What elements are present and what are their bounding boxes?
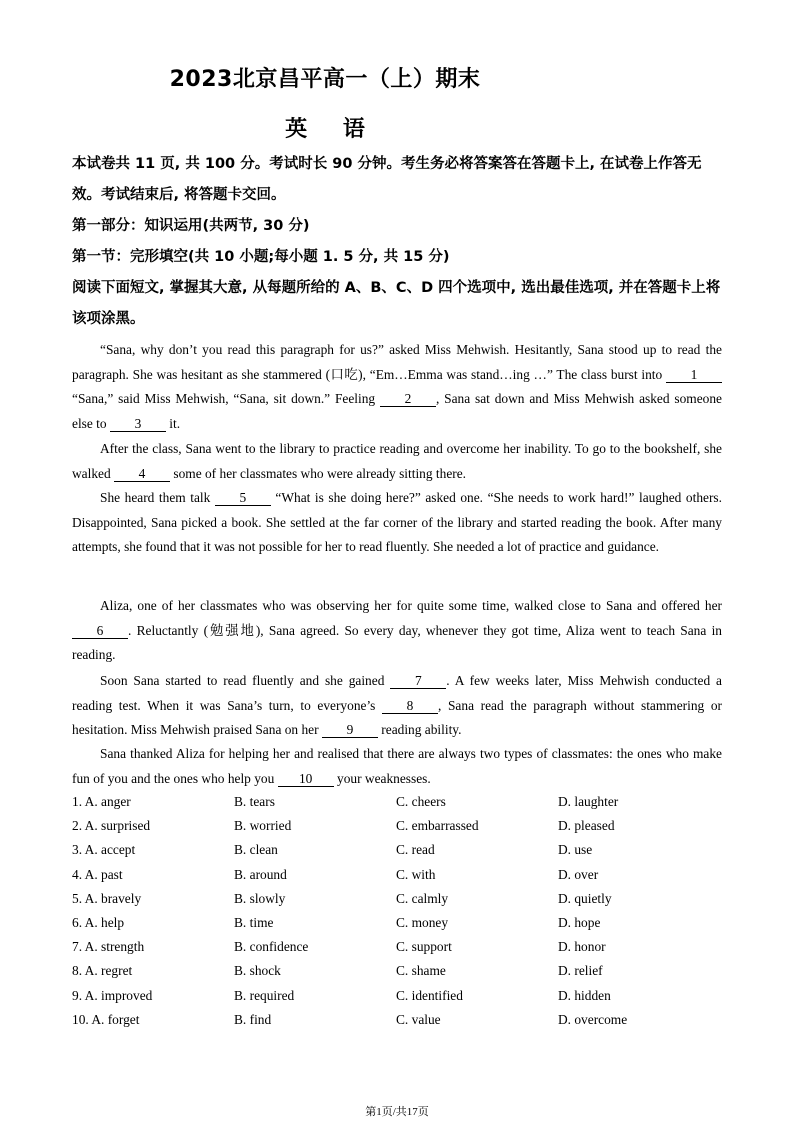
option-b: B. around <box>234 866 287 882</box>
option-d: D. over <box>558 866 599 882</box>
option-b: B. time <box>234 915 274 931</box>
exam-instructions: 本试卷共 11 页, 共 100 分。考试时长 90 分钟。考生务必将答案答在答题卡上, 在试卷上作答无效。考试结束后, 将答题卡交回。 <box>72 156 702 203</box>
paragraph-text: some of her classmates who were already sitting there. <box>170 465 467 481</box>
passage-paragraph-4 <box>72 594 722 668</box>
paragraph-text: . Reluctantly (勉强地), Sana agreed. So every day, whenever they got time, Aliza went to teach Sana in reading. <box>72 622 722 662</box>
option-b: B. slowly <box>234 890 286 906</box>
passage-paragraph-2 <box>72 437 722 486</box>
option-d: D. pleased <box>558 818 615 834</box>
option-c: C. read <box>396 842 435 858</box>
blank-7: 7 <box>390 673 446 689</box>
option-c: C. value <box>396 1011 441 1027</box>
passage-paragraph-3 <box>72 486 722 560</box>
option-b: B. required <box>234 987 295 1003</box>
paragraph-text: your weaknesses. <box>333 770 431 786</box>
option-a: 7. A. strength <box>72 939 145 955</box>
blank-1: 1 <box>666 367 722 383</box>
option-a: 9. A. improved <box>72 987 153 1003</box>
paragraph-text: She heard them talk <box>100 490 215 505</box>
blank-4: 4 <box>114 466 170 482</box>
option-b: B. shock <box>234 963 281 979</box>
reading-directions: 阅读下面短文, 掌握其大意, 从每题所给的 A、B、C、D 四个选项中, 选出最佳选项, 并在答题卡上将该项涂黑。 <box>72 280 721 327</box>
blank-3: 3 <box>110 416 166 432</box>
paragraph-text: Sana thanked Aliza for helping her and realised that there are always two types of classmates: the ones who make fun of you and the ones who help you <box>72 746 722 786</box>
option-d: D. hope <box>558 915 601 931</box>
option-c: C. shame <box>396 963 446 979</box>
answer-options <box>72 790 722 1032</box>
passage-paragraph-1 <box>72 338 722 436</box>
paragraph-text: . A few weeks later, Miss Mehwish conducted a reading test. When it was Sana’s turn, to everyone’s <box>72 673 722 713</box>
exam-title: 2023北京昌平高一（上）期末 <box>169 67 481 92</box>
option-a: 10. A. forget <box>72 1011 140 1027</box>
option-b: B. clean <box>234 842 278 858</box>
passage-paragraph-5 <box>72 669 722 743</box>
blank-8: 8 <box>382 698 438 714</box>
option-a: 4. A. past <box>72 866 123 882</box>
paragraph-text: reading ability. <box>377 722 462 737</box>
question-6-options <box>72 911 722 935</box>
question-10-options <box>72 1008 722 1032</box>
option-d: D. quietly <box>558 890 612 906</box>
option-c: C. embarrassed <box>396 818 479 834</box>
option-a: 5. A. bravely <box>72 890 142 906</box>
question-2-options <box>72 814 722 838</box>
option-a: 6. A. help <box>72 915 125 931</box>
subject-title: 英 语 <box>285 117 365 142</box>
option-d: D. relief <box>558 963 603 979</box>
blank-2: 2 <box>380 391 436 407</box>
question-9-options <box>72 984 722 1008</box>
question-5-options <box>72 887 722 911</box>
paragraph-text: “What is she doing here?” asked one. “She needs to work hard!” laughed others. Disappointed, Sana picked a book. She settled at the far corner of the library and started reading the book. After many attempts, she found that it was not possible for her to read fluently. She needed a lot of practice and guidance. <box>72 490 722 554</box>
paragraph-text: Aliza, one of her classmates who was observing her for quite some time, walked close to Sana and offered her <box>100 598 722 613</box>
blank-10: 10 <box>278 771 334 787</box>
option-a: 3. A. accept <box>72 842 136 858</box>
paragraph-text: “Sana,” said Miss Mehwish, “Sana, sit down.” Feeling <box>72 391 380 406</box>
option-d: D. honor <box>558 939 606 955</box>
paragraph-text: “Sana, why don’t you read this paragraph for us?” asked Miss Mehwish. Hesitantly, Sana stood up to read the paragraph. She was hesitant as she stammered (口吃), “Em…Emma was stand…ing …” The class burst into <box>72 342 722 382</box>
paragraph-text: , Sana read the paragraph without stammering or hesitation. Miss Mehwish praised Sana on her <box>72 697 722 737</box>
question-1-options <box>72 790 722 814</box>
blank-6: 6 <box>72 623 128 639</box>
option-c: C. support <box>396 939 452 955</box>
paragraph-text: After the class, Sana went to the library to practice reading and overcome her inability. To go to the bookshelf, she walked <box>72 441 722 481</box>
paragraph-text: , Sana sat down and Miss Mehwish asked someone else to <box>72 391 722 431</box>
option-b: B. confidence <box>234 939 309 955</box>
option-c: C. money <box>396 915 449 931</box>
option-d: D. laughter <box>558 794 619 810</box>
question-8-options <box>72 959 722 983</box>
part-heading: 第一部分：知识运用(共两节, 30 分) <box>72 218 310 234</box>
option-d: D. hidden <box>558 987 611 1003</box>
option-c: C. calmly <box>396 890 449 906</box>
question-4-options <box>72 863 722 887</box>
section-heading: 第一节：完形填空(共 10 小题;每小题 1. 5 分, 共 15 分) <box>72 249 450 265</box>
option-b: B. worried <box>234 818 292 834</box>
option-c: C. with <box>396 866 436 882</box>
option-d: D. overcome <box>558 1011 628 1027</box>
option-b: B. tears <box>234 794 275 810</box>
option-a: 1. A. anger <box>72 794 131 810</box>
option-b: B. find <box>234 1011 272 1027</box>
passage-paragraph-6 <box>72 742 722 791</box>
option-a: 8. A. regret <box>72 963 133 979</box>
option-c: C. identified <box>396 987 463 1003</box>
paragraph-text: Soon Sana started to read fluently and she gained <box>100 673 391 688</box>
blank-9: 9 <box>322 722 378 738</box>
question-3-options <box>72 838 722 862</box>
option-d: D. use <box>558 842 593 858</box>
question-7-options <box>72 935 722 959</box>
page-footer: 第1页/共17页 <box>365 1106 429 1118</box>
option-a: 2. A. surprised <box>72 818 151 834</box>
blank-5: 5 <box>215 490 271 506</box>
paragraph-text: it. <box>165 415 181 431</box>
option-c: C. cheers <box>396 794 446 810</box>
